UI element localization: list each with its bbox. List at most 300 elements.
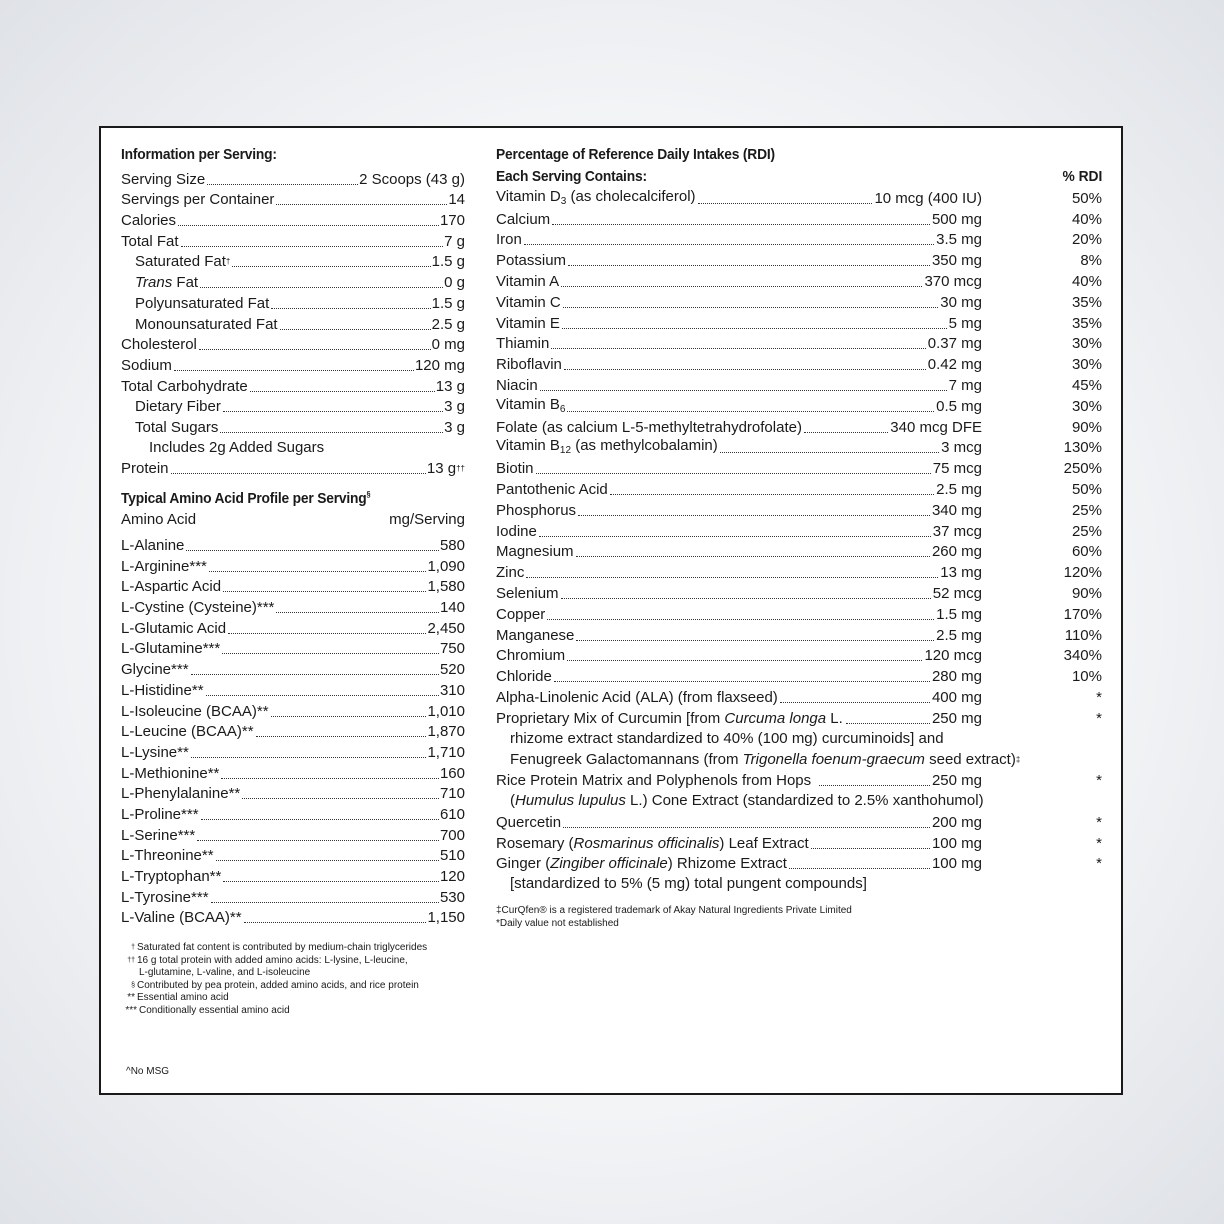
rdi-value: 3 mcg: [941, 439, 982, 457]
rdi-row-main: [496, 584, 982, 604]
rdi-pct: 8%: [1080, 252, 1102, 270]
rdi-label: Chromium: [496, 647, 566, 665]
info-row: [121, 314, 465, 335]
rdi-row-main: [496, 542, 982, 562]
rdi-pct: 20%: [1071, 231, 1102, 249]
amino-value: 1,150: [427, 909, 465, 927]
amino-label: L-Aspartic Acid: [121, 578, 222, 596]
amino-label: Glycine***: [121, 661, 189, 679]
rdi-row: [496, 438, 1102, 459]
amino-row: [121, 763, 465, 784]
rdi-pct: 25%: [1071, 501, 1102, 519]
msg-note: ^No MSG: [126, 1066, 170, 1077]
amino-row: [121, 742, 465, 763]
rdi-row-main: [496, 646, 982, 666]
leader-dots: [271, 308, 430, 309]
rdi-label: Niacin: [496, 376, 538, 394]
amino-row: [121, 908, 465, 929]
leader-dots: [220, 432, 443, 433]
amino-title: [121, 490, 437, 507]
superscript: §: [366, 490, 371, 500]
rdi-value: 0.5 mg: [936, 397, 982, 415]
rdi-value: 13 mg: [940, 564, 982, 582]
amino-label: L-Alanine: [121, 537, 185, 554]
superscript: ‡: [1015, 754, 1021, 764]
leader-dots: [524, 244, 934, 245]
rdi-row-main: [496, 522, 982, 542]
info-value: 0 mg: [431, 336, 465, 354]
amino-label: L-Cystine (Cysteine)***: [121, 599, 275, 617]
rdi-row: [496, 479, 1102, 500]
leader-dots: [276, 204, 447, 205]
subscript: 12: [559, 445, 572, 457]
leader-dots: [228, 633, 426, 634]
info-value: 170: [439, 212, 465, 230]
footnote-text: 16 g total protein with added amino acids: L-lysine, L-leucine,: [137, 954, 408, 966]
rdi-row: [496, 521, 1102, 542]
info-row: [121, 190, 465, 211]
info-label: Servings per Container: [121, 191, 275, 209]
amino-value: 140: [439, 599, 465, 617]
rdi-value: 370 mcg: [924, 272, 982, 290]
rdi-row-main: [496, 605, 982, 625]
amino-value: 2,450: [427, 619, 465, 637]
rdi-row-main: [496, 709, 982, 729]
rdi-label: Vitamin $B_6$: [496, 395, 566, 415]
rdi-label: Iron: [496, 231, 522, 249]
rdi-row: [496, 354, 1102, 375]
amino-row: [121, 846, 465, 867]
leader-dots: [244, 922, 427, 923]
rdi-row-main: [496, 688, 982, 708]
rdi-row-main: [496, 501, 982, 521]
rdi-row-main: [496, 834, 982, 854]
rdi-row: [496, 375, 1102, 396]
subscript: 3: [560, 195, 567, 207]
leader-dots: [211, 902, 439, 903]
rdi-label: Vitamin A: [496, 272, 560, 290]
info-row: [121, 335, 465, 356]
leader-dots: [567, 411, 934, 412]
leader-dots: [536, 473, 931, 474]
amino-rows: [121, 535, 465, 928]
info-row: [121, 169, 465, 190]
leader-dots: [201, 819, 439, 820]
rdi-row-main: [496, 376, 982, 396]
info-label: Cholesterol: [121, 336, 197, 354]
info-row: [121, 293, 465, 314]
footnote-key: §: [131, 981, 135, 989]
rdi-pct: 40%: [1071, 210, 1102, 228]
rdi-row: [496, 542, 1102, 563]
leader-dots: [216, 860, 439, 861]
rdi-pct: 30%: [1071, 335, 1102, 353]
rdi-row: [496, 500, 1102, 521]
info-value: 13 g: [435, 377, 465, 395]
info-rows: [121, 169, 465, 479]
rdi-label: Alpha-Linolenic Acid (ALA) (from flaxseed): [496, 688, 778, 706]
rdi-pct: 10%: [1071, 668, 1102, 686]
rice-cont-b: L.) Cone Extract (standardized to 2.5% xanthohumol): [625, 792, 984, 810]
footnote-key: **: [127, 992, 135, 1004]
rdi-row: [496, 271, 1102, 292]
footnote-key: ††: [127, 956, 135, 964]
rdi-value: 1.5 mg: [936, 605, 982, 623]
info-row: [121, 355, 465, 376]
rdi-label: Biotin: [496, 460, 534, 478]
leader-dots: [199, 349, 431, 350]
ginger-b: ) Rhizome Extract: [667, 855, 787, 873]
rdi-value: 100 mg: [931, 855, 982, 873]
info-label: Monounsaturated Fat: [135, 315, 278, 333]
left-footnotes: [121, 942, 465, 1017]
rdi-row-main: [496, 210, 982, 230]
rdi-label: Manganese: [496, 626, 575, 644]
rdi-row-main: [496, 314, 982, 334]
info-row-note: Includes 2g Added Sugars: [149, 438, 325, 456]
leader-dots: [540, 390, 947, 391]
leader-dots: [819, 785, 930, 786]
rdi-label: Phosphorus: [496, 501, 577, 519]
amino-row: [121, 556, 465, 577]
rdi-label: Quercetin: [496, 813, 562, 831]
leader-dots: [171, 473, 426, 474]
rdi-pct: 120%: [1063, 564, 1102, 582]
amino-value: 520: [439, 661, 465, 679]
rdi-pct: 40%: [1071, 272, 1102, 290]
info-label: Serving Size: [121, 170, 206, 188]
amino-value: 1,710: [427, 743, 465, 761]
curcumin-cont-2: [496, 750, 1102, 771]
footnote: [121, 1005, 465, 1018]
rdi-pct: *: [1096, 855, 1102, 873]
info-row: [121, 459, 465, 480]
rdi-pct: 90%: [1071, 418, 1102, 436]
amino-row: [121, 784, 465, 805]
rdi-pct: *: [1096, 834, 1102, 852]
rdi-value: 120 mcg: [924, 647, 982, 665]
rdi-value: 0.42 mg: [927, 356, 982, 374]
rdi-pct: 130%: [1063, 439, 1102, 457]
amino-row: [121, 825, 465, 846]
leader-dots: [174, 370, 414, 371]
rdi-row-main: [496, 459, 982, 479]
rdi-label: Thiamin: [496, 335, 550, 353]
info-row: [121, 252, 465, 273]
leader-dots: [207, 184, 358, 185]
amino-label: L-Arginine***: [121, 557, 207, 575]
amino-value: 1,580: [427, 578, 465, 596]
amino-row: [121, 535, 465, 556]
info-value: 13 g††: [426, 460, 465, 478]
amino-value: 530: [439, 888, 465, 906]
amino-value: 1,870: [427, 723, 465, 741]
rdi-row: [496, 417, 1102, 438]
rdi-row: [496, 604, 1102, 625]
superscript: †: [225, 257, 231, 267]
info-label: Sodium: [121, 356, 172, 374]
rdi-row: [496, 334, 1102, 355]
rdi-label: [496, 854, 787, 874]
leader-dots: [223, 411, 443, 412]
rdi-row-main: [496, 480, 982, 500]
rdi-row: [496, 646, 1102, 667]
rdi-pct: *: [1096, 772, 1102, 790]
amino-label: L-Valine (BCAA)**: [121, 909, 242, 927]
rdi-row: [496, 313, 1102, 334]
rdi-title: Percentage of Reference Daily Intakes (RDI): [496, 146, 775, 163]
rdi-label: Selenium: [496, 584, 559, 602]
rdi-label: [496, 834, 809, 854]
rdi-pct: 60%: [1071, 543, 1102, 561]
leader-dots: [223, 881, 439, 882]
leader-dots: [178, 225, 439, 226]
amino-label: L-Serine***: [121, 826, 196, 844]
rdi-label: Pantothenic Acid: [496, 480, 608, 498]
ginger-cont: [standardized to 5% (5 mg) total pungent compounds]: [510, 875, 867, 893]
amino-label: L-Phenylalanine**: [121, 785, 241, 803]
amino-label: L-Isoleucine (BCAA)**: [121, 702, 269, 720]
info-label: Total Sugars: [135, 418, 219, 436]
leader-dots: [610, 494, 934, 495]
rdi-pct: 250%: [1063, 460, 1102, 478]
rdi-row-main: [496, 293, 982, 313]
rdi-pct: 45%: [1071, 376, 1102, 394]
rdi-row-main: [496, 771, 982, 791]
leader-dots: [551, 348, 925, 349]
amino-label: L-Tyrosine***: [121, 888, 209, 906]
info-label: Protein: [121, 460, 169, 478]
ginger-a: Ginger (: [496, 855, 551, 873]
rdi-value: 280 mg: [931, 668, 982, 686]
leader-dots: [568, 265, 930, 266]
amino-value: 750: [439, 640, 465, 658]
leader-dots: [181, 246, 444, 247]
footnote-text: Conditionally essential amino acid: [139, 1004, 290, 1016]
leader-dots: [554, 681, 930, 682]
info-value: 0 g: [444, 274, 465, 292]
curcumin-label-b: L.: [826, 709, 843, 727]
leader-dots: [578, 515, 930, 516]
rdi-pct: 340%: [1063, 647, 1102, 665]
rdi-value: 200 mg: [931, 813, 982, 831]
info-row: [121, 397, 465, 418]
rdi-row-main: [496, 395, 982, 417]
info-row: [121, 231, 465, 252]
amino-label: L-Threonine**: [121, 847, 214, 865]
rdi-value: 500 mg: [931, 210, 982, 228]
amino-value: 1,010: [427, 702, 465, 720]
footnote: [121, 942, 465, 955]
subscript: 6: [559, 403, 566, 415]
rdi-row-main: [496, 854, 982, 874]
rdi-pct: 30%: [1071, 397, 1102, 415]
footnote-text: Contributed by pea protein, added amino acids, and rice protein: [137, 979, 419, 991]
footnote: [121, 955, 465, 968]
leader-dots: [811, 848, 930, 849]
info-row: [121, 210, 465, 231]
rdi-value: 350 mg: [931, 252, 982, 270]
info-label: Total Fat: [121, 232, 179, 250]
rdi-label: Riboflavin: [496, 356, 562, 374]
rdi-value: 7 mg: [948, 376, 982, 394]
amino-label: L-Glutamine***: [121, 640, 221, 658]
info-row: [121, 376, 465, 397]
rdi-pct: 50%: [1071, 480, 1102, 498]
amino-row: [121, 722, 465, 743]
rdi-label: [496, 709, 843, 729]
rdi-value: 2.5 mg: [936, 626, 982, 644]
amino-value: 510: [439, 847, 465, 865]
leader-dots: [280, 329, 431, 330]
rice-latin: Humulus lupulus: [515, 792, 626, 810]
info-value: 14: [448, 191, 465, 209]
rdi-label: Potassium: [496, 252, 567, 270]
rdi-value: 250 mg: [931, 772, 982, 790]
info-value: 1.5 g: [431, 253, 465, 271]
rosemary-b: ) Leaf Extract: [719, 834, 809, 852]
amino-title-text: Typical Amino Acid Profile per Serving§: [121, 490, 371, 508]
leader-dots: [526, 577, 938, 578]
amino-value: 580: [439, 537, 465, 554]
amino-label: L-Tryptophan**: [121, 868, 222, 885]
rdi-value: 340 mg: [931, 501, 982, 519]
ginger-latin: Zingiber officinale: [550, 855, 668, 873]
amino-row: [121, 597, 465, 618]
rdi-pct: 30%: [1071, 356, 1102, 374]
rdi-label: Chloride: [496, 668, 552, 686]
rdi-label: Rice Protein Matrix and Polyphenols from Hops: [496, 772, 812, 790]
leader-dots: [197, 840, 439, 841]
footnote-text: Saturated fat content is contributed by medium-chain triglycerides: [137, 942, 428, 954]
amino-row: [121, 701, 465, 722]
leader-dots: [698, 203, 873, 204]
leader-dots: [200, 287, 443, 288]
amino-row: [121, 680, 465, 701]
amino-row: [121, 577, 465, 598]
rdi-row-curcumin: [496, 708, 1102, 729]
info-title: Information per Serving:: [121, 146, 277, 163]
rdi-value: 5 mg: [948, 314, 982, 332]
info-label: Polyunsaturated Fat: [135, 294, 270, 312]
leader-dots: [567, 660, 922, 661]
rdi-pct: *: [1096, 813, 1102, 831]
rdi-row-main: [496, 667, 982, 687]
rdi-row: [496, 188, 1102, 209]
leader-dots: [562, 328, 947, 329]
rdi-label: Vitamin $D_3$ (as cholecalciferol): [496, 187, 696, 207]
rosemary-a: Rosemary (: [496, 834, 574, 852]
footnote: [121, 980, 465, 993]
right-footnotes: [496, 905, 1102, 930]
amino-row: [121, 618, 465, 639]
leader-dots: [789, 868, 930, 869]
rdi-row-main: [496, 436, 982, 458]
rdi-value: 0.37 mg: [927, 335, 982, 353]
rdi-row: [496, 583, 1102, 604]
leader-dots: [186, 550, 439, 551]
rdi-col-contents: Each Serving Contains:: [496, 168, 647, 185]
info-label: Saturated Fat†: [135, 253, 231, 271]
info-value: 2.5 g: [431, 315, 465, 333]
footnote: [121, 992, 465, 1005]
info-label: Calories: [121, 212, 177, 230]
rdi-value: 52 mcg: [932, 584, 982, 602]
leader-dots: [232, 266, 430, 267]
rosemary-latin: Rosmarinus officinalis: [573, 834, 720, 852]
rdi-row-main: [496, 563, 982, 583]
rdi-label: Vitamin E: [496, 314, 560, 332]
info-value: 7 g: [444, 232, 465, 250]
info-value: 3 g: [444, 398, 465, 416]
rdi-row-main: [496, 230, 982, 250]
rdi-row: [496, 209, 1102, 230]
info-value: 3 g: [444, 418, 465, 436]
leader-dots: [539, 536, 931, 537]
amino-value: 160: [439, 764, 465, 782]
rdi-pct: 35%: [1071, 314, 1102, 332]
rdi-label: Magnesium: [496, 543, 574, 561]
trans-italic: Trans: [135, 274, 173, 292]
leader-dots: [271, 716, 427, 717]
rdi-value: 30 mg: [940, 293, 982, 311]
rdi-row-main: [496, 813, 982, 833]
rdi-value: 75 mcg: [932, 460, 982, 478]
cont2-a: Fenugreek Galactomannans (from: [510, 750, 743, 768]
rdi-pct: 25%: [1071, 522, 1102, 540]
amino-value: 310: [439, 681, 465, 699]
leader-dots: [576, 640, 934, 641]
leader-dots: [563, 827, 930, 828]
rdi-label: Calcium: [496, 210, 551, 228]
rdi-value: 2.5 mg: [936, 480, 982, 498]
rdi-pct: *: [1096, 709, 1102, 727]
footnote-key: ***: [125, 1004, 137, 1016]
leader-dots: [223, 591, 426, 592]
amino-value: 120: [439, 868, 465, 885]
footnote-text: L-glutamine, L-valine, and L-isoleucine: [139, 967, 311, 979]
rice-cont: [496, 791, 1102, 812]
footnote: [121, 967, 465, 980]
rdi-row-main: [496, 626, 982, 646]
amino-row: [121, 804, 465, 825]
leader-dots: [222, 653, 439, 654]
rdi-col-pct: % RDI: [1062, 168, 1102, 185]
rdi-value: 100 mg: [931, 834, 982, 852]
rdi-pct: 35%: [1071, 293, 1102, 311]
rdi-row-rosemary: [496, 833, 1102, 854]
rdi-value: 37 mcg: [932, 522, 982, 540]
amino-col-name: Amino Acid: [121, 511, 197, 529]
info-label: Dietary Fiber: [135, 398, 221, 416]
rdi-row-ginger: [496, 854, 1102, 875]
rdi-label: Copper: [496, 605, 546, 623]
leader-dots: [576, 556, 930, 557]
amino-label: L-Histidine**: [121, 681, 204, 699]
rdi-row-rice: [496, 770, 1102, 791]
cont2-latin: Trigonella foenum-graecum: [742, 750, 925, 768]
amino-value: 710: [439, 785, 465, 803]
amino-label: L-Lysine**: [121, 743, 189, 761]
amino-label: L-Leucine (BCAA)**: [121, 723, 254, 741]
rdi-row: [496, 458, 1102, 479]
rdi-value: 250 mg: [931, 709, 982, 727]
leader-dots: [191, 674, 439, 675]
leader-dots: [191, 757, 427, 758]
rdi-value: 3.5 mg: [936, 231, 982, 249]
rdi-pct: 170%: [1063, 605, 1102, 623]
rdi-value: 10 mcg (400 IU): [874, 189, 982, 207]
